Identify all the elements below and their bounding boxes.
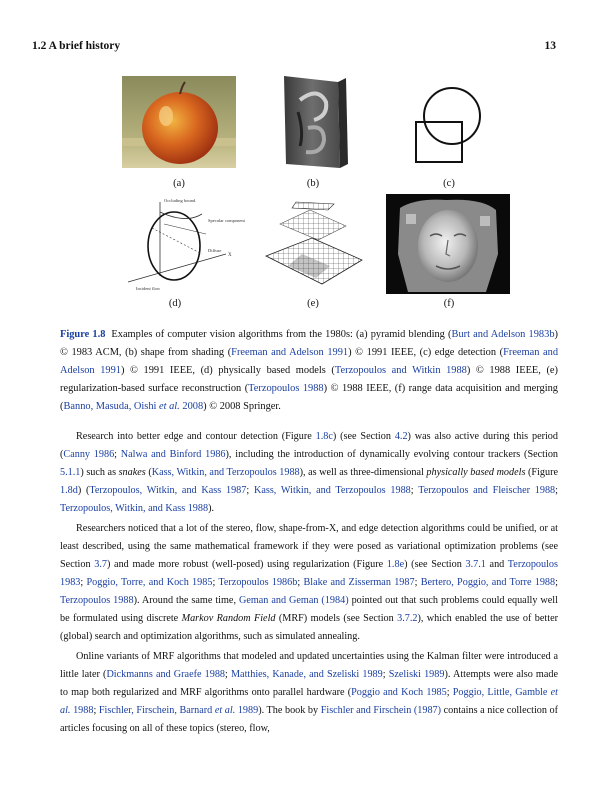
paragraph: Researchers noticed that a lot of the stereo, flow, shape-from-X, and edge detection algorithms could be unified, or at least described, using the same mathematical framework if they were posed as variational optimization problems (see Section 3.7) and made more robust (well-posed) using regularization (Figure 1.8e) (see Section 3.7.1 and Terzopoulos 1983; Poggio, Torre, and Koch 1985; Terzopoulos 1986b; Blake and Zisserman 1987; Bertero, Poggio, and Torre 1988; Terzopoulos 1988). Around the same time, Geman and Geman (1984) pointed out that such problems could equally well be formulated using discrete Markov Random Field (MRF) models (see Section 3.7.2), which enabled the use of better (global) search and optimization algorithms, such as simulated annealing.	[60, 523, 558, 642]
edge-detection-image	[406, 82, 486, 168]
panel-label-f: (f)	[443, 298, 455, 309]
citation-link[interactable]: Fischler, Firschein, Barnard et al. 1989	[98, 705, 259, 716]
citation-link[interactable]: Terzopoulos, Witkin, and Kass 1988	[60, 503, 209, 514]
physical-model-diagram	[116, 194, 246, 292]
citation-link[interactable]: Banno, Masuda, Oishi et al. 2008	[63, 401, 204, 412]
citation-link[interactable]: Bertero, Poggio, and Torre 1988	[420, 577, 556, 588]
panel-label-e: (e)	[307, 298, 319, 309]
section-ref-link[interactable]: 3.7.2	[397, 613, 418, 624]
figure-panel-e	[258, 198, 368, 288]
section-title: 1.2 A brief history	[32, 40, 121, 52]
citation-link[interactable]: Terzopoulos 1988	[60, 595, 134, 606]
citation-link[interactable]: Kass, Witkin, and Terzopoulos 1988	[151, 467, 300, 478]
apple-orange-image	[122, 76, 236, 168]
figure-panel-b	[278, 72, 350, 172]
body-text	[60, 428, 558, 738]
citation-link[interactable]: Freeman and Adelson 1991	[60, 347, 559, 376]
range-data-image	[386, 194, 510, 294]
section-ref-link[interactable]: 4.2	[394, 431, 408, 442]
citation-link[interactable]: Fischler and Firschein (1987)	[320, 705, 442, 716]
citation-link[interactable]: Poggio, Little, Gamble et al. 1988	[60, 687, 558, 716]
citation-link[interactable]: Burt and Adelson 1983b	[451, 329, 555, 340]
annotation-diffuse: Diffuse	[208, 248, 222, 253]
surface-reconstruction-image	[258, 198, 368, 288]
annotation-specular: Specular component	[208, 218, 245, 223]
citation-link[interactable]: Blake and Zisserman 1987	[303, 577, 415, 588]
annotation-x-axis: X	[228, 253, 232, 258]
citation-link[interactable]: Szeliski 1989	[388, 669, 445, 680]
panel-label-d: (d)	[168, 298, 182, 309]
citation-link[interactable]: Poggio, Torre, and Koch 1985	[86, 577, 213, 588]
citation-link[interactable]: Geman and Geman (1984)	[238, 595, 349, 606]
panel-label-b: (b)	[306, 178, 320, 189]
page-number: 13	[544, 40, 556, 52]
figure-ref-link[interactable]: 1.8e	[386, 559, 405, 570]
shape-from-shading-image	[278, 72, 350, 172]
citation-link[interactable]: Matthies, Kanade, and Szeliski 1989	[231, 669, 383, 680]
annotation-occluding: Occluding bound.	[164, 198, 197, 203]
annotation-incident: Incident flow	[136, 286, 161, 291]
panel-label-a: (a)	[173, 178, 185, 189]
figure-panel-c	[406, 82, 486, 168]
section-ref-link[interactable]: 5.1.1	[60, 467, 81, 478]
figure-panel-d	[116, 194, 246, 292]
paragraph: Research into better edge and contour detection (Figure 1.8c) (see Section 4.2) was also active during this period (Canny 1986; Nalwa and Binford 1986), including the introduction of dynamically evolving contour trackers (Section 5.1.1) such as snakes (Kass, Witkin, and Terzopoulos 1988), as well as three-dimensional physically based models (Figure 1.8d) (Terzopoulos, Witkin, and Kass 1987; Kass, Witkin, and Terzopoulos 1988; Terzopoulos and Fleischer 1988; Terzopoulos, Witkin, and Kass 1988).	[60, 431, 559, 514]
figure-panel-f	[386, 194, 510, 294]
citation-link[interactable]: Terzopoulos and Witkin 1988	[334, 365, 467, 376]
citation-link[interactable]: Canny 1986	[63, 449, 115, 460]
citation-link[interactable]: Terzopoulos 1986b	[218, 577, 298, 588]
running-header	[32, 40, 556, 52]
citation-link[interactable]: Nalwa and Binford 1986	[120, 449, 226, 460]
figure-ref-link[interactable]: 1.8c	[315, 431, 333, 442]
section-ref-link[interactable]: 3.7	[94, 559, 107, 570]
panel-label-c: (c)	[443, 178, 455, 189]
figure-caption: Figure 1.8 Examples of computer vision algorithms from the 1980s: (a) pyramid blending (Burt and Adelson 1983b) © 1983 ACM, (b) shape from shading (Freeman and Adelson 1991) © 1991 IEEE, (c) edge detection (Freeman and Adelson 1991) © 1991 IEEE, (d) physically based models (Terzopoulos and Witkin 1988) © 1988 IEEE, (e) regularization-based surface reconstruction (Terzopoulos 1988) © 1988 IEEE, (f) range data acquisition and merging (Banno, Masuda, Oishi et al. 2008) © 2008 Springer.	[60, 329, 559, 412]
section-ref-link[interactable]: 3.7.1	[465, 559, 486, 570]
citation-link[interactable]: Poggio and Koch 1985	[351, 687, 447, 698]
citation-link[interactable]: Terzopoulos, Witkin, and Kass 1987	[89, 485, 247, 496]
citation-link[interactable]: Kass, Witkin, and Terzopoulos 1988	[253, 485, 411, 496]
citation-link[interactable]: Terzopoulos 1988	[248, 383, 324, 394]
figure-label: Figure 1.8	[60, 329, 106, 340]
citation-link[interactable]: Terzopoulos 1983	[60, 559, 558, 588]
citation-link[interactable]: Terzopoulos and Fleischer 1988	[418, 485, 556, 496]
citation-link[interactable]: Dickmanns and Graefe 1988	[106, 669, 226, 680]
citation-link[interactable]: Freeman and Adelson 1991	[231, 347, 349, 358]
paragraph: Online variants of MRF algorithms that modeled and updated uncertainties using the Kalman filter were introduced a little later (Dickmanns and Graefe 1988; Matthies, Kanade, and Szeliski 1989; Szeliski 1989). Attempts were also made to map both regularized and MRF algorithms onto parallel hardware (Poggio and Koch 1985; Poggio, Little, Gamble et al. 1988; Fischler, Firschein, Barnard et al. 1989). The book by Fischler and Firschein (1987) contains a nice collection of articles focusing on all of these topics (stereo, flow,	[60, 651, 559, 734]
figure-panel-a	[122, 76, 236, 168]
figure-ref-link[interactable]: 1.8d	[60, 485, 78, 496]
